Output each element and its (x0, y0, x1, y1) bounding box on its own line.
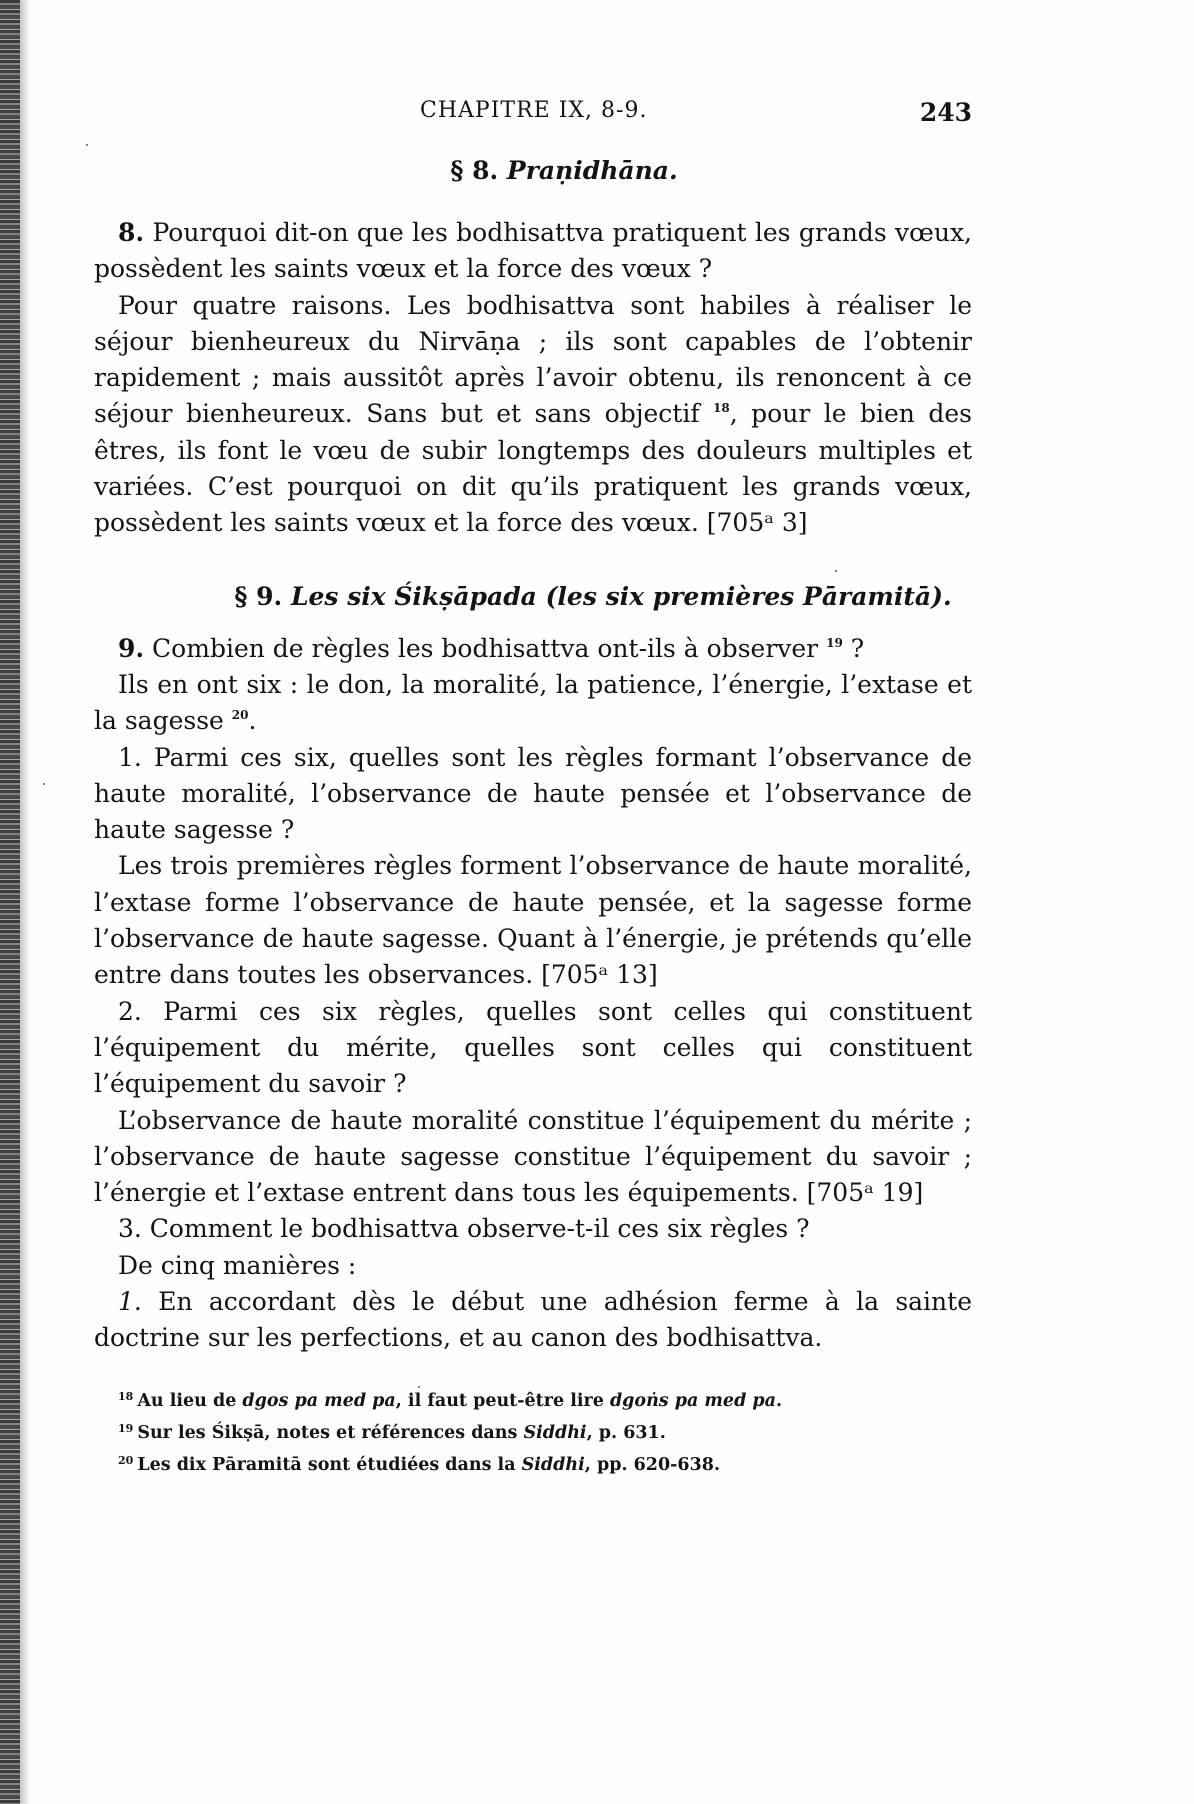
page-number: 243 (919, 98, 972, 127)
footnote-ref-18[interactable]: 18 (713, 401, 730, 416)
footnote-18-number: 18 (118, 1389, 134, 1403)
section-9-prefix: § 9. (234, 581, 291, 611)
question-2: 2. Parmi ces six règles, quelles sont celles qui constituent l’équipement du mérite, quelles sont celles qui constituent l’équipement du savoir ? (94, 996, 972, 1099)
section-8-title: Praṇidhāna. (506, 156, 678, 185)
binding-edge (0, 0, 20, 1804)
footnote-19-text-2: , p. 631. (586, 1422, 666, 1443)
paragraph-9-question-end: ? (842, 633, 865, 663)
question-3: 3. Comment le bodhisattva observe-t-il ces six règles ? (118, 1214, 810, 1244)
footnote-18 (118, 1383, 972, 1415)
section-9-title: Les six Śikṣāpada (les six premières Pāramitā). (290, 581, 952, 611)
paragraph-8-answer (94, 288, 972, 542)
scan-speck (86, 144, 88, 146)
paragraph-9-question (94, 631, 972, 667)
footnote-18-text-1: Au lieu de (137, 1390, 243, 1411)
manner-1-text: En accordant dès le début une adhésion ferme à la sainte doctrine sur les perfections, et au canon des bodhisattva. (94, 1287, 972, 1353)
scan-speck (835, 570, 837, 572)
manner-1 (94, 1284, 972, 1357)
footnote-19-term: Siddhi (523, 1422, 587, 1443)
paragraph-8-answer-text-1: Pour quatre raisons. Les bodhisattva sont habiles à réaliser le séjour bienheureux du Nirvāṇa ; ils sont capables de l’obtenir rapidement ; mais aussitôt après l’avoir obtenu, ils renoncent à ce séjour bienheureux. Sans but et sans objectif (94, 290, 972, 429)
running-head-title: CHAPITRE IX, 8-9. (420, 98, 648, 123)
section-9-heading (94, 582, 972, 611)
question-1: 1. Parmi ces six, quelles sont les règles formant l’observance de haute moralité, l’observance de haute pensée et l’observance de haute sagesse ? (94, 742, 972, 845)
section-8-prefix: § 8. (450, 156, 507, 185)
paragraph-8-answer-text-2: , pour le bien des êtres, ils font le vœu de subir longtemps des douleurs multiples et variées. C’est pourquoi on dit qu’ils pratiquent les grands vœux, possèdent les saints vœux et la force des vœux. [705ᵃ 3] (94, 399, 972, 538)
footnote-20-text-2: , pp. 620-638. (584, 1454, 721, 1475)
answer-3: De cinq manières : (118, 1250, 357, 1280)
footnote-20-text-1: Les dix Pāramitā sont étudiées dans la (137, 1454, 522, 1475)
answer-2: L’observance de haute moralité constitue l’équipement du mérite ; l’observance de haute sagesse constitue l’équipement du savoir ; l’énergie et l’extase entrent dans tous les équipements. [705ᵃ 19] (94, 1105, 972, 1208)
page (94, 86, 972, 1479)
paragraph-8-number: 8. (118, 218, 145, 247)
footnote-19 (118, 1415, 972, 1447)
running-head (94, 86, 972, 130)
footnote-20 (118, 1447, 972, 1479)
footnote-18-term-2: dgoṅs pa med pa (609, 1390, 776, 1411)
paragraph-9-answer (94, 667, 972, 740)
footnotes (94, 1383, 972, 1479)
footnote-19-number: 19 (118, 1421, 134, 1435)
footnote-18-text-2: , il faut peut-être lire (395, 1390, 610, 1411)
footnote-18-text-3: . (775, 1390, 783, 1411)
footnote-20-term: Siddhi (521, 1454, 585, 1475)
manner-1-number: 1. (118, 1287, 142, 1317)
paragraph-9-answer-text: Ils en ont six : le don, la moralité, la patience, l’énergie, l’extase et la sagesse (94, 669, 972, 736)
footnote-ref-20[interactable]: 20 (231, 708, 249, 723)
scan-speck (418, 1386, 420, 1388)
footnote-18-term-1: dgos pa med pa (242, 1390, 396, 1411)
footnote-19-text-1: Sur les Śikṣā, notes et références dans (137, 1422, 524, 1443)
footnote-20-number: 20 (118, 1453, 134, 1467)
paragraph-8-question-text: Pourquoi dit-on que les bodhisattva pratiquent les grands vœux, possèdent les saints vœux et la force des vœux ? (94, 218, 972, 284)
section-8-heading (94, 156, 972, 185)
footnote-ref-19[interactable]: 19 (826, 635, 843, 650)
paragraph-9-number: 9. (118, 633, 145, 663)
scan-speck (43, 783, 45, 785)
paragraph-9-answer-end: . (248, 706, 257, 736)
paragraph-8-question (94, 215, 972, 288)
paragraph-9-question-text: Combien de règles les bodhisattva ont-ils à observer (144, 633, 827, 663)
answer-1: Les trois premières règles forment l’observance de haute moralité, l’extase forme l’observance de haute pensée, et la sagesse forme l’observance de haute sagesse. Quant à l’énergie, je prétends qu’elle entre dans toutes les observances. [705ᵃ 13] (94, 851, 972, 990)
